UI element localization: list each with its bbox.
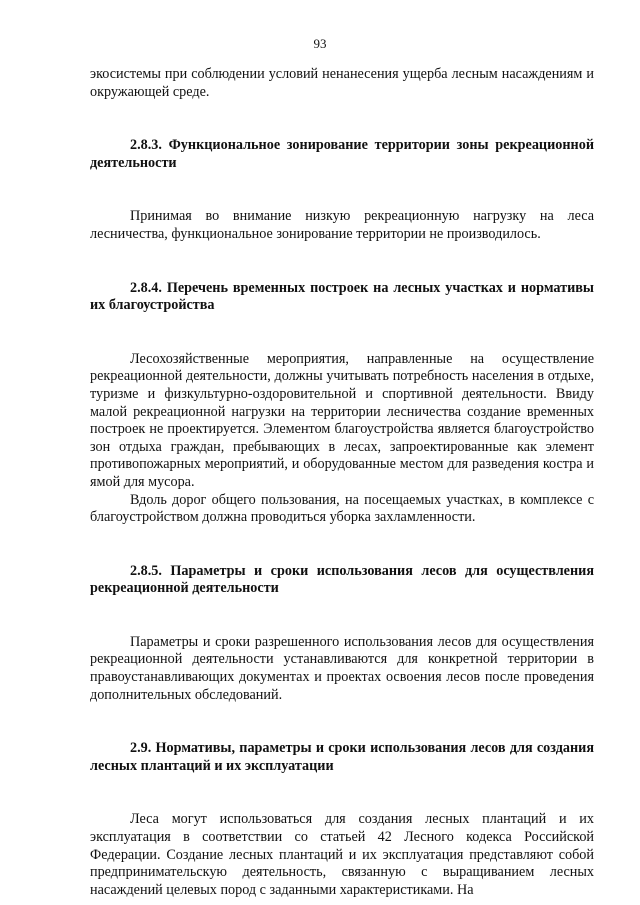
section-2-8-4-paragraph-2: Вдоль дорог общего пользования, на посещаемых участках, в комплексе с благоустройством должна проводиться уборка захламленности.: [90, 491, 594, 526]
section-2-9-paragraph: Леса могут использоваться для создания лесных плантаций и их эксплуатация в соответствии со статьей 42 Лесного кодекса Российской Федерации. Создание лесных плантаций и их эксплуатация представляют собой предпринимательскую деятельность, связанную с выращиванием лесных насаждений целевых пород с заданными характеристиками. На: [90, 811, 594, 898]
section-heading-2-8-3: 2.8.3. Функциональное зонирование территории зоны рекреационной деятельности: [90, 137, 594, 171]
section-heading-2-8-5: 2.8.5. Параметры и сроки использования лесов для осуществления рекреационной деятельности: [90, 562, 594, 597]
intro-paragraph: экосистемы при соблюдении условий ненанесения ущерба лесным насаждениям и окружающей среде.: [90, 66, 594, 100]
section-heading-2-8-4: 2.8.4. Перечень временных построек на лесных участках и нормативы их благоустройства: [90, 279, 594, 314]
section-2-8-4-paragraph-1: Лесохозяйственные мероприятия, направленные на осуществление рекреационной деятельности, должны учитывать потребность населения в отдыхе, туризме и физкультурно-оздоровительной и спортивной деятельности. Ввиду малой рекреационной нагрузки на территории лесничества создание временных построек не проектируется. Элементом благоустройства является благоустройство зон отдыха граждан, пребывающих в лесах, запроектированные как элемент противопожарных мероприятий, и оборудованные местом для разведения костра и ямой для мусора.: [90, 350, 594, 490]
section-2-8-5-paragraph: Параметры и сроки разрешенного использования лесов для осуществления рекреационной деятельности устанавливаются для конкретной территории в правоустанавливающих документах и проектах освоения лесов после проведения дополнительных обследований.: [90, 633, 594, 703]
page-content: [90, 66, 594, 899]
page-number: 93: [313, 36, 327, 51]
section-heading-2-9: 2.9. Нормативы, параметры и сроки использования лесов для создания лесных плантаций и их эксплуатации: [90, 740, 594, 774]
section-2-8-3-paragraph: Принимая во внимание низкую рекреационную нагрузку на леса лесничества, функциональное зонирование территории не производилось.: [90, 208, 594, 242]
